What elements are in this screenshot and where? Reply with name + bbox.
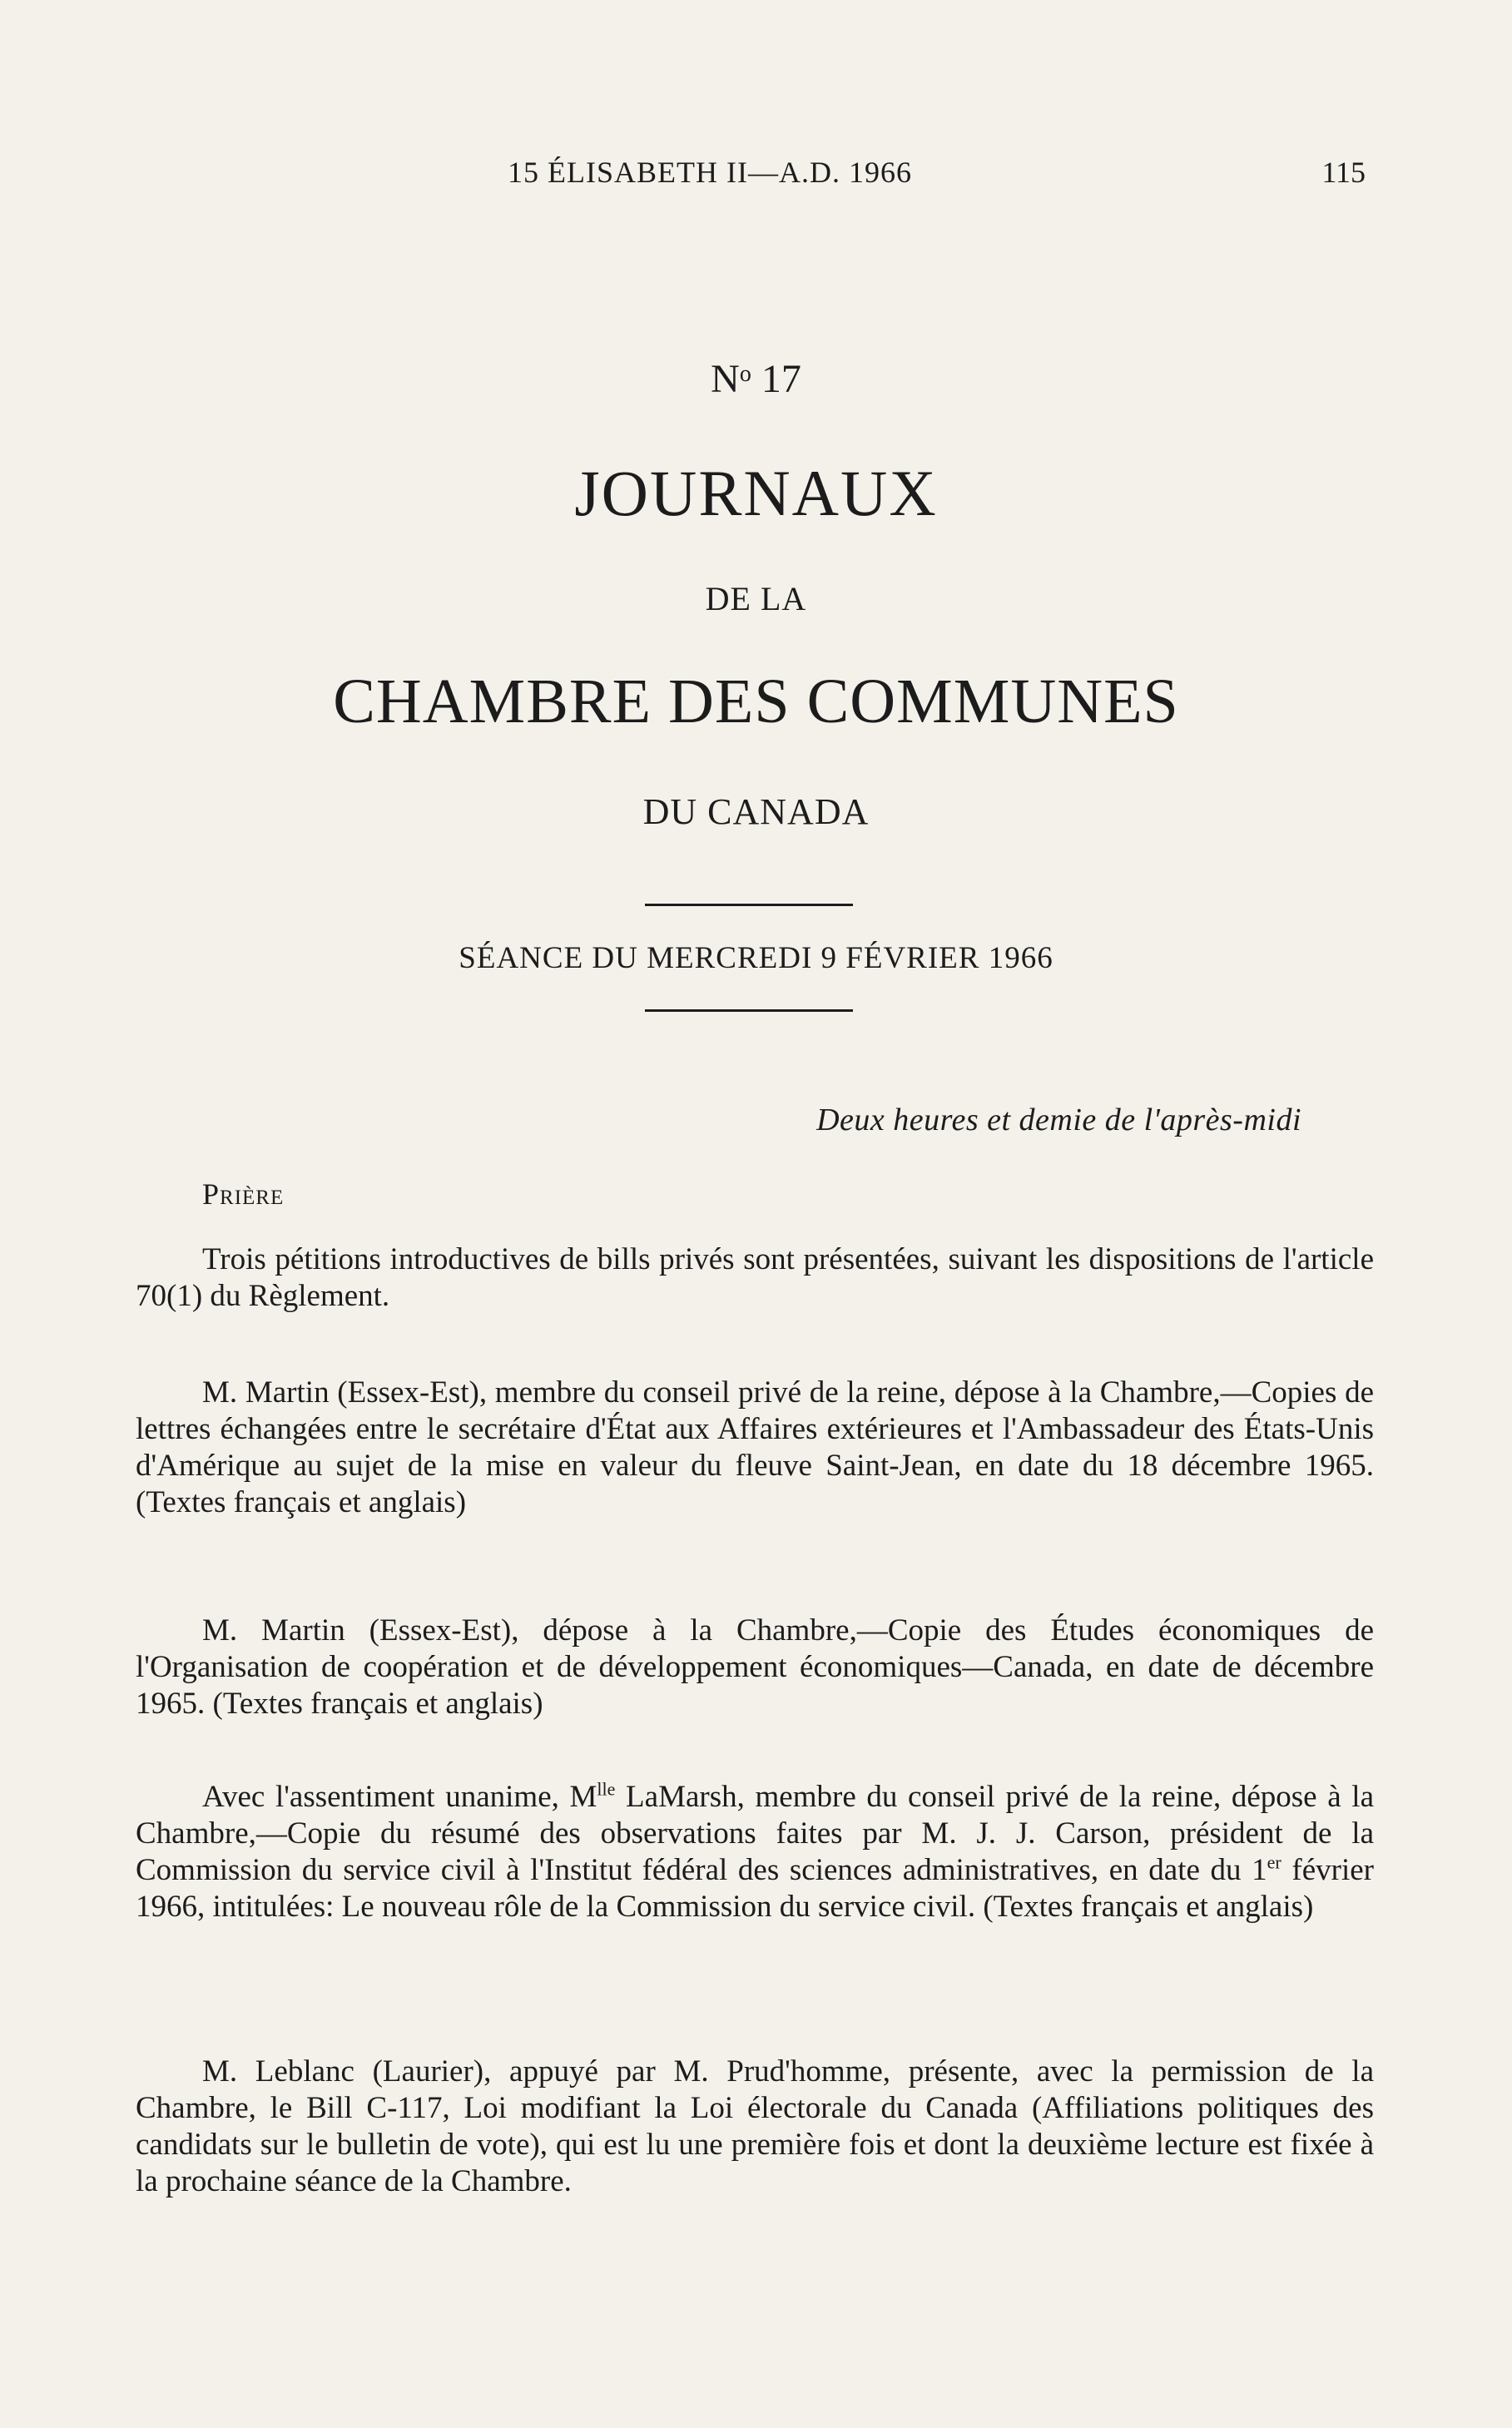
divider-bottom bbox=[645, 1009, 853, 1012]
page-number: 115 bbox=[1321, 156, 1366, 189]
superscript-er: er bbox=[1267, 1851, 1281, 1873]
journal-title: JOURNAUX bbox=[574, 457, 938, 529]
paragraph-leblanc-bill: M. Leblanc (Laurier), appuyé par M. Prud'homme, présente, avec la permission de la Chambre, le Bill C-117, Loi modifiant la Loi électorale du Canada (Affiliations politiques des candidats sur le bulletin de vote), qui est lu une première fois et dont la deuxième lecture est fixée à la prochaine séance de la Chambre. bbox=[136, 2054, 1374, 2198]
issue-number-prefix-sup: o bbox=[739, 361, 751, 387]
section-heading-priere: Prière bbox=[202, 1177, 285, 1211]
issue-number-value: 17 bbox=[751, 357, 801, 401]
paragraph-lamarsh-part1: Avec l'assentiment unanime, M bbox=[202, 1780, 597, 1814]
paragraph-lamarsh-part2: LaMarsh, membre du conseil privé de la reine, dépose à la Chambre,—Copie du résumé des observations faites par M. J. J. Carson, président de la Commission du service civil à l'Institut fédéral des sciences administratives, en date du 1 bbox=[136, 1780, 1374, 1887]
paragraph-lamarsh bbox=[136, 1779, 1374, 1925]
issue-number-prefix: N bbox=[711, 357, 740, 401]
header-title: 15 ÉLISABETH II—A.D. 1966 bbox=[508, 156, 912, 189]
journal-house-name: CHAMBRE DES COMMUNES bbox=[333, 666, 1179, 736]
running-header bbox=[0, 155, 1512, 196]
journal-subtitle-de-la: DE LA bbox=[705, 580, 807, 617]
paragraph-martin-etudes: M. Martin (Essex-Est), dépose à la Chambre,—Copie des Études économiques de l'Organisation de coopération et de développement économiques—Canada, en date de décembre 1965. (Textes français et anglais) bbox=[136, 1613, 1374, 1721]
session-date: SÉANCE DU MERCREDI 9 FÉVRIER 1966 bbox=[459, 941, 1053, 975]
issue-number bbox=[0, 356, 1512, 402]
paragraph-petitions: Trois pétitions introductives de bills privés sont présentées, suivant les dispositions de l'article 70(1) du Règlement. bbox=[136, 1242, 1374, 1313]
sitting-time: Deux heures et demie de l'après-midi bbox=[816, 1103, 1301, 1137]
paragraph-martin-letters: M. Martin (Essex-Est), membre du conseil privé de la reine, dépose à la Chambre,—Copies de lettres échangées entre le secrétaire d'État aux Affaires extérieures et l'Ambassadeur des États-Unis d'Amérique au sujet de la mise en valeur du fleuve Saint-Jean, en date du 18 décembre 1965. (Textes français et anglais) bbox=[136, 1375, 1374, 1519]
journal-country: DU CANADA bbox=[642, 791, 870, 832]
superscript-lle: lle bbox=[597, 1778, 616, 1800]
divider-top bbox=[645, 904, 853, 906]
paragraph-lamarsh-part3: février 1966, intitulées: Le nouveau rôle de la Commission du service civil. (Textes français et anglais) bbox=[136, 1853, 1374, 1924]
